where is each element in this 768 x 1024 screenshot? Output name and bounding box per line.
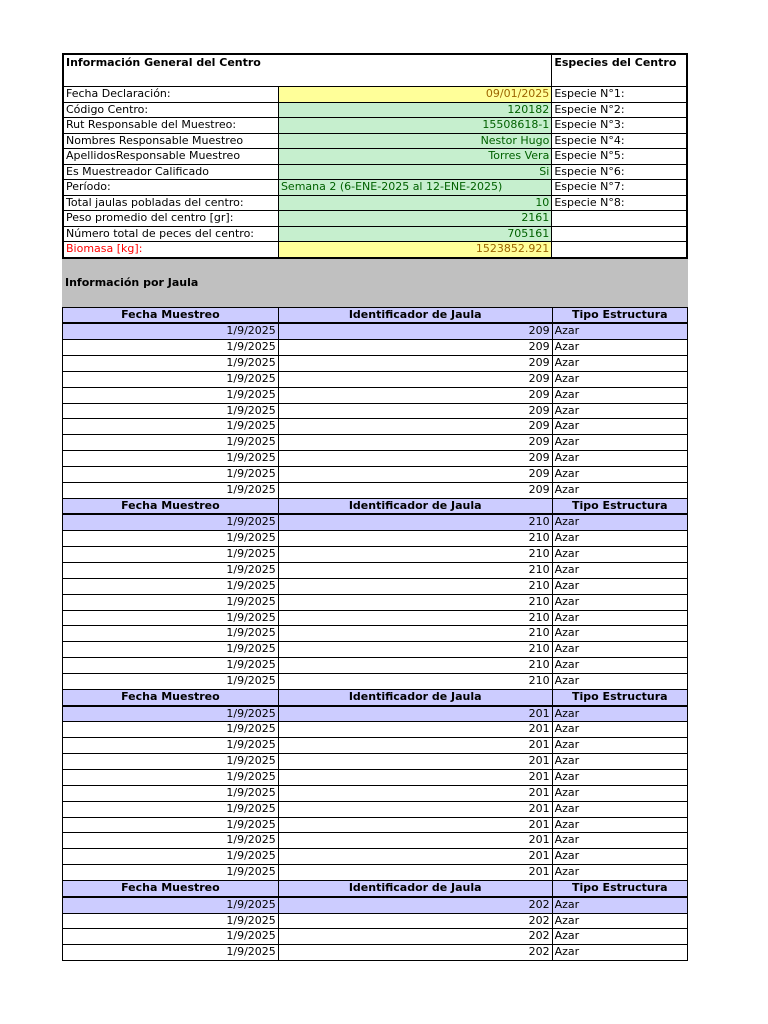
- info-row: [63, 211, 687, 227]
- cell-jaula[interactable]: 209: [278, 356, 552, 372]
- cell-jaula[interactable]: 210: [278, 531, 552, 547]
- cell-jaula[interactable]: 202: [278, 945, 552, 961]
- cell-tipo[interactable]: Azar: [552, 514, 687, 530]
- cell-tipo[interactable]: Azar: [552, 897, 687, 913]
- cell-tipo[interactable]: Azar: [552, 754, 687, 770]
- cell-fecha[interactable]: 1/9/2025: [63, 849, 279, 865]
- cell-jaula[interactable]: 209: [278, 466, 552, 482]
- cell-fecha[interactable]: 1/9/2025: [63, 340, 279, 356]
- info-label: Período:: [63, 180, 278, 196]
- cage-row: [63, 865, 688, 881]
- cell-tipo[interactable]: Azar: [552, 865, 687, 881]
- cell-tipo[interactable]: Azar: [552, 435, 687, 451]
- general-info-title: Información General del Centro: [63, 54, 552, 87]
- header-jaula: Identificador de Jaula: [278, 307, 552, 323]
- cage-row: [63, 340, 688, 356]
- cell-tipo[interactable]: Azar: [552, 466, 687, 482]
- info-label: Total jaulas pobladas del centro:: [63, 195, 278, 211]
- species-slot[interactable]: Especie N°6:: [552, 164, 687, 180]
- cell-tipo[interactable]: Azar: [552, 451, 687, 467]
- species-slot[interactable]: Especie N°1:: [552, 87, 687, 103]
- cell-fecha[interactable]: 1/9/2025: [63, 673, 279, 689]
- info-value[interactable]: 09/01/2025: [278, 87, 551, 103]
- info-label: Rut Responsable del Muestreo:: [63, 118, 278, 134]
- cage-row: [63, 673, 688, 689]
- info-value[interactable]: Semana 2 (6-ENE-2025 al 12-ENE-2025): [278, 180, 551, 196]
- cell-tipo[interactable]: Azar: [552, 482, 687, 498]
- cage-row: [63, 754, 688, 770]
- cage-header-row: [63, 689, 688, 705]
- cell-jaula[interactable]: 210: [278, 563, 552, 579]
- cell-fecha[interactable]: 1/9/2025: [63, 531, 279, 547]
- cell-tipo[interactable]: Azar: [552, 371, 687, 387]
- cell-jaula[interactable]: 209: [278, 323, 552, 339]
- cell-jaula[interactable]: 201: [278, 865, 552, 881]
- species-slot[interactable]: Especie N°2:: [552, 102, 687, 118]
- species-slot[interactable]: Especie N°5:: [552, 149, 687, 165]
- info-row: [63, 195, 687, 211]
- cell-tipo[interactable]: Azar: [552, 817, 687, 833]
- info-value[interactable]: 1523852.921: [278, 242, 551, 258]
- cell-fecha[interactable]: 1/9/2025: [63, 865, 279, 881]
- cell-jaula[interactable]: 210: [278, 658, 552, 674]
- cell-jaula[interactable]: 202: [278, 897, 552, 913]
- cell-fecha[interactable]: 1/9/2025: [63, 594, 279, 610]
- info-value[interactable]: 120182: [278, 102, 551, 118]
- cell-jaula[interactable]: 209: [278, 387, 552, 403]
- cage-row: [63, 563, 688, 579]
- cell-jaula[interactable]: 209: [278, 403, 552, 419]
- cell-fecha[interactable]: 1/9/2025: [63, 817, 279, 833]
- cell-tipo[interactable]: Azar: [552, 673, 687, 689]
- cell-tipo[interactable]: Azar: [552, 769, 687, 785]
- header-fecha: Fecha Muestreo: [63, 498, 279, 514]
- cell-jaula[interactable]: 201: [278, 769, 552, 785]
- cell-tipo[interactable]: Azar: [552, 945, 687, 961]
- cell-jaula[interactable]: 201: [278, 738, 552, 754]
- cell-jaula[interactable]: 201: [278, 849, 552, 865]
- cell-fecha[interactable]: 1/9/2025: [63, 833, 279, 849]
- cell-fecha[interactable]: 1/9/2025: [63, 371, 279, 387]
- cell-jaula[interactable]: 209: [278, 482, 552, 498]
- cage-row: [63, 610, 688, 626]
- header-fecha: Fecha Muestreo: [63, 307, 279, 323]
- header-tipo: Tipo Estructura: [552, 689, 687, 705]
- cell-fecha[interactable]: 1/9/2025: [63, 658, 279, 674]
- info-row: [63, 149, 687, 165]
- cell-jaula[interactable]: 209: [278, 419, 552, 435]
- header-tipo: Tipo Estructura: [552, 307, 687, 323]
- cell-fecha[interactable]: 1/9/2025: [63, 610, 279, 626]
- cell-tipo[interactable]: Azar: [552, 594, 687, 610]
- cell-tipo[interactable]: Azar: [552, 340, 687, 356]
- cage-row: [63, 769, 688, 785]
- cell-tipo[interactable]: Azar: [552, 387, 687, 403]
- cage-row: [63, 642, 688, 658]
- cell-tipo[interactable]: Azar: [552, 356, 687, 372]
- cell-fecha[interactable]: 1/9/2025: [63, 547, 279, 563]
- header-fecha: Fecha Muestreo: [63, 689, 279, 705]
- cell-fecha[interactable]: 1/9/2025: [63, 387, 279, 403]
- cell-jaula[interactable]: 210: [278, 547, 552, 563]
- cell-fecha[interactable]: 1/9/2025: [63, 514, 279, 530]
- section-title: Información por Jaula: [62, 259, 688, 307]
- info-row: [63, 118, 687, 134]
- cell-jaula[interactable]: 210: [278, 594, 552, 610]
- cell-fecha[interactable]: 1/9/2025: [63, 626, 279, 642]
- info-value[interactable]: 10: [278, 195, 551, 211]
- cell-fecha[interactable]: 1/9/2025: [63, 482, 279, 498]
- species-title: Especies del Centro: [552, 54, 687, 87]
- cage-row: [63, 833, 688, 849]
- cell-fecha[interactable]: 1/9/2025: [63, 897, 279, 913]
- header-jaula: Identificador de Jaula: [278, 498, 552, 514]
- header-tipo: Tipo Estructura: [552, 880, 687, 896]
- cell-tipo[interactable]: Azar: [552, 563, 687, 579]
- cell-tipo[interactable]: Azar: [552, 642, 687, 658]
- cell-jaula[interactable]: 210: [278, 514, 552, 530]
- cell-fecha[interactable]: 1/9/2025: [63, 435, 279, 451]
- cell-tipo[interactable]: Azar: [552, 658, 687, 674]
- cell-tipo[interactable]: Azar: [552, 626, 687, 642]
- cell-tipo[interactable]: Azar: [552, 833, 687, 849]
- cell-tipo[interactable]: Azar: [552, 403, 687, 419]
- cell-tipo[interactable]: Azar: [552, 785, 687, 801]
- cage-row: [63, 929, 688, 945]
- cage-row: [63, 801, 688, 817]
- cage-row: [63, 897, 688, 913]
- cage-row: [63, 371, 688, 387]
- cell-fecha[interactable]: 1/9/2025: [63, 801, 279, 817]
- cell-jaula[interactable]: 201: [278, 722, 552, 738]
- info-label: Peso promedio del centro [gr]:: [63, 211, 278, 227]
- info-value[interactable]: Si: [278, 164, 551, 180]
- cell-fecha[interactable]: 1/9/2025: [63, 451, 279, 467]
- cage-row: [63, 435, 688, 451]
- info-value[interactable]: Nestor Hugo: [278, 133, 551, 149]
- cell-jaula[interactable]: 202: [278, 913, 552, 929]
- cage-table: [62, 307, 688, 962]
- cell-jaula[interactable]: 201: [278, 801, 552, 817]
- species-slot[interactable]: [552, 226, 687, 242]
- species-slot[interactable]: Especie N°8:: [552, 195, 687, 211]
- cage-row: [63, 817, 688, 833]
- cell-jaula[interactable]: 209: [278, 435, 552, 451]
- cage-row: [63, 482, 688, 498]
- cage-row: [63, 547, 688, 563]
- cage-row: [63, 531, 688, 547]
- cell-fecha[interactable]: 1/9/2025: [63, 929, 279, 945]
- info-value[interactable]: Torres Vera: [278, 149, 551, 165]
- cell-fecha[interactable]: 1/9/2025: [63, 754, 279, 770]
- info-label: Es Muestreador Calificado: [63, 164, 278, 180]
- cell-fecha[interactable]: 1/9/2025: [63, 642, 279, 658]
- info-label: Fecha Declaración:: [63, 87, 278, 103]
- info-row: [63, 226, 687, 242]
- cell-jaula[interactable]: 210: [278, 610, 552, 626]
- header-jaula: Identificador de Jaula: [278, 880, 552, 896]
- cage-row: [63, 785, 688, 801]
- cell-jaula[interactable]: 201: [278, 833, 552, 849]
- cage-row: [63, 626, 688, 642]
- spreadsheet: [62, 53, 688, 961]
- cell-fecha[interactable]: 1/9/2025: [63, 356, 279, 372]
- cell-jaula[interactable]: 210: [278, 673, 552, 689]
- cage-row: [63, 849, 688, 865]
- info-row: [63, 133, 687, 149]
- cell-tipo[interactable]: Azar: [552, 531, 687, 547]
- cage-row: [63, 387, 688, 403]
- species-slot[interactable]: [552, 211, 687, 227]
- cage-row: [63, 706, 688, 722]
- cell-tipo[interactable]: Azar: [552, 706, 687, 722]
- cell-jaula[interactable]: 210: [278, 626, 552, 642]
- species-slot[interactable]: Especie N°4:: [552, 133, 687, 149]
- cell-tipo[interactable]: Azar: [552, 419, 687, 435]
- info-row: [63, 102, 687, 118]
- info-row: [63, 164, 687, 180]
- cell-tipo[interactable]: Azar: [552, 929, 687, 945]
- cage-row: [63, 658, 688, 674]
- cage-row: [63, 913, 688, 929]
- cage-row: [63, 451, 688, 467]
- info-label: Código Centro:: [63, 102, 278, 118]
- info-row: [63, 180, 687, 196]
- cage-row: [63, 514, 688, 530]
- general-info-table: [62, 53, 688, 259]
- cell-jaula[interactable]: 209: [278, 371, 552, 387]
- cell-jaula[interactable]: 201: [278, 754, 552, 770]
- info-value[interactable]: 2161: [278, 211, 551, 227]
- species-slot[interactable]: Especie N°7:: [552, 180, 687, 196]
- cell-jaula[interactable]: 202: [278, 929, 552, 945]
- cage-row: [63, 738, 688, 754]
- cell-jaula[interactable]: 201: [278, 785, 552, 801]
- cage-row: [63, 578, 688, 594]
- cell-jaula[interactable]: 210: [278, 642, 552, 658]
- cell-jaula[interactable]: 210: [278, 578, 552, 594]
- cell-tipo[interactable]: Azar: [552, 849, 687, 865]
- cage-row: [63, 323, 688, 339]
- cage-row: [63, 722, 688, 738]
- cell-fecha[interactable]: 1/9/2025: [63, 466, 279, 482]
- cell-fecha[interactable]: 1/9/2025: [63, 785, 279, 801]
- info-row: [63, 87, 687, 103]
- header-fecha: Fecha Muestreo: [63, 880, 279, 896]
- info-label: ApellidosResponsable Muestreo: [63, 149, 278, 165]
- cell-fecha[interactable]: 1/9/2025: [63, 323, 279, 339]
- cage-row: [63, 356, 688, 372]
- cell-tipo[interactable]: Azar: [552, 578, 687, 594]
- cell-jaula[interactable]: 209: [278, 451, 552, 467]
- info-label: Nombres Responsable Muestreo: [63, 133, 278, 149]
- cage-row: [63, 594, 688, 610]
- cell-tipo[interactable]: Azar: [552, 738, 687, 754]
- cell-fecha[interactable]: 1/9/2025: [63, 578, 279, 594]
- cell-jaula[interactable]: 201: [278, 817, 552, 833]
- info-row: [63, 242, 687, 258]
- cell-tipo[interactable]: Azar: [552, 913, 687, 929]
- cell-tipo[interactable]: Azar: [552, 801, 687, 817]
- cage-header-row: [63, 880, 688, 896]
- header-tipo: Tipo Estructura: [552, 498, 687, 514]
- cell-jaula[interactable]: 201: [278, 706, 552, 722]
- cell-fecha[interactable]: 1/9/2025: [63, 945, 279, 961]
- cell-fecha[interactable]: 1/9/2025: [63, 419, 279, 435]
- cell-fecha[interactable]: 1/9/2025: [63, 769, 279, 785]
- header-jaula: Identificador de Jaula: [278, 689, 552, 705]
- cage-row: [63, 419, 688, 435]
- cell-fecha[interactable]: 1/9/2025: [63, 738, 279, 754]
- cell-tipo[interactable]: Azar: [552, 323, 687, 339]
- cell-fecha[interactable]: 1/9/2025: [63, 563, 279, 579]
- info-value[interactable]: 705161: [278, 226, 551, 242]
- cell-jaula[interactable]: 209: [278, 340, 552, 356]
- cell-tipo[interactable]: Azar: [552, 722, 687, 738]
- cell-fecha[interactable]: 1/9/2025: [63, 722, 279, 738]
- cell-tipo[interactable]: Azar: [552, 547, 687, 563]
- info-label: Número total de peces del centro:: [63, 226, 278, 242]
- cell-fecha[interactable]: 1/9/2025: [63, 706, 279, 722]
- species-slot[interactable]: [552, 242, 687, 258]
- info-value[interactable]: 15508618-1: [278, 118, 551, 134]
- cell-fecha[interactable]: 1/9/2025: [63, 913, 279, 929]
- species-slot[interactable]: Especie N°3:: [552, 118, 687, 134]
- cage-row: [63, 945, 688, 961]
- cage-header-row: [63, 307, 688, 323]
- cell-tipo[interactable]: Azar: [552, 610, 687, 626]
- cage-header-row: [63, 498, 688, 514]
- info-label: Biomasa [kg]:: [63, 242, 278, 258]
- cage-row: [63, 466, 688, 482]
- cell-fecha[interactable]: 1/9/2025: [63, 403, 279, 419]
- cage-row: [63, 403, 688, 419]
